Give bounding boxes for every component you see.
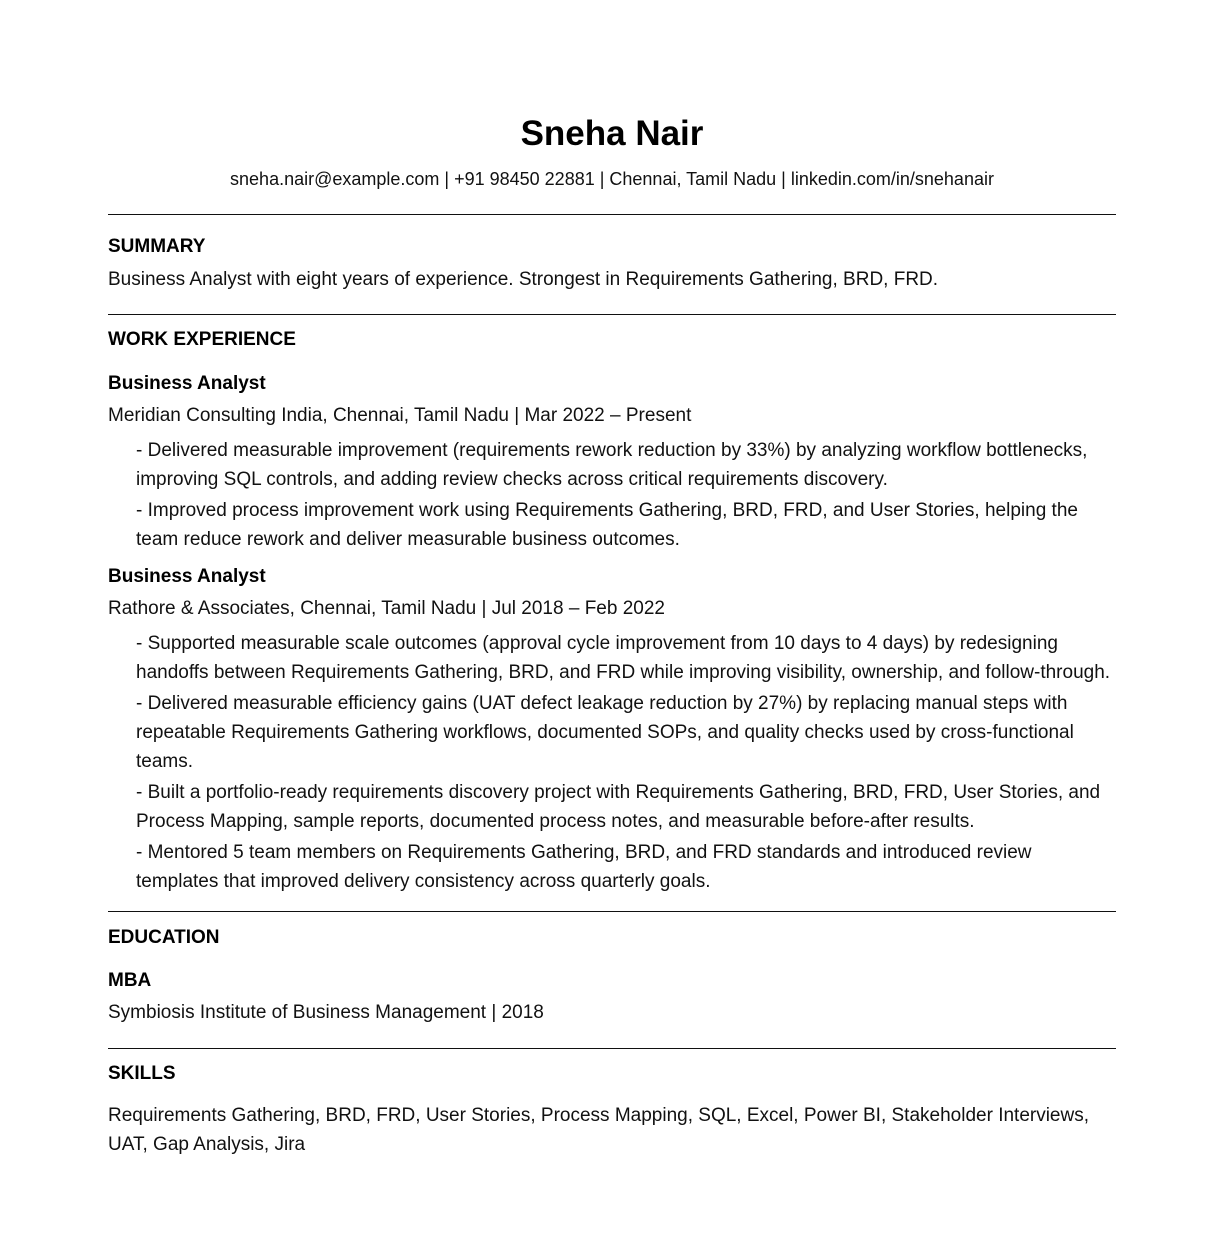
job-entry: [108, 373, 1116, 554]
work-experience-section: [108, 329, 1116, 896]
job-entry: [108, 566, 1116, 896]
divider: [108, 314, 1116, 315]
job-bullets: [108, 436, 1116, 554]
section-title-summary: SUMMARY: [108, 236, 206, 257]
job-bullets: [108, 629, 1116, 896]
education-section: [108, 927, 1116, 1024]
job-meta: Rathore & Associates, Chennai, Tamil Nadu | Jul 2018 – Feb 2022: [108, 598, 665, 619]
divider: [108, 214, 1116, 215]
bullet-item: - Delivered measurable efficiency gains (UAT defect leakage reduction by 27%) by replacing manual steps with repeatable Requirements Gathering workflows, documented SOPs, and quality checks used by cross-functional teams.: [136, 693, 1074, 772]
job-meta: Meridian Consulting India, Chennai, Tamil Nadu | Mar 2022 – Present: [108, 405, 692, 426]
divider: [108, 1048, 1116, 1049]
section-title-skills: SKILLS: [108, 1063, 176, 1084]
bullet-item: - Built a portfolio-ready requirements discovery project with Requirements Gathering, BRD, FRD, User Stories, and Process Mapping, sample reports, documented process notes, and measurable before-after results.: [136, 782, 1101, 832]
summary-section: [108, 236, 1116, 291]
skills-section: [108, 1063, 1116, 1159]
school: Symbiosis Institute of Business Management | 2018: [108, 1002, 544, 1023]
degree: MBA: [108, 970, 152, 991]
skills-text: Requirements Gathering, BRD, FRD, User Stories, Process Mapping, SQL, Excel, Power BI, Stakeholder Interviews, UAT, Gap Analysis, Jira: [108, 1105, 1089, 1155]
section-title-work-experience: WORK EXPERIENCE: [108, 329, 296, 350]
bullet-item: - Delivered measurable improvement (requirements rework reduction by 33%) by analyzing workflow bottlenecks, improving SQL controls, and adding review checks across critical requirements discovery.: [136, 440, 1088, 490]
job-title: Business Analyst: [108, 566, 266, 587]
divider: [108, 911, 1116, 912]
contact-line: sneha.nair@example.com | +91 98450 22881 | Chennai, Tamil Nadu | linkedin.com/in/snehanair: [230, 169, 994, 189]
section-title-education: EDUCATION: [108, 927, 220, 948]
candidate-name: Sneha Nair: [520, 114, 704, 153]
summary-text: Business Analyst with eight years of experience. Strongest in Requirements Gathering, BRD, FRD.: [108, 269, 939, 290]
bullet-item: - Improved process improvement work using Requirements Gathering, BRD, FRD, and User Stories, helping the team reduce rework and deliver measurable business outcomes.: [136, 500, 1078, 550]
bullet-item: - Supported measurable scale outcomes (approval cycle improvement from 10 days to 4 days) by redesigning handoffs between Requirements Gathering, BRD, and FRD while improving visibility, ownership, and follow-through.: [136, 633, 1111, 683]
job-title: Business Analyst: [108, 373, 266, 394]
bullet-item: - Mentored 5 team members on Requirements Gathering, BRD, and FRD standards and introduced review templates that improved delivery consistency across quarterly goals.: [136, 842, 1032, 892]
